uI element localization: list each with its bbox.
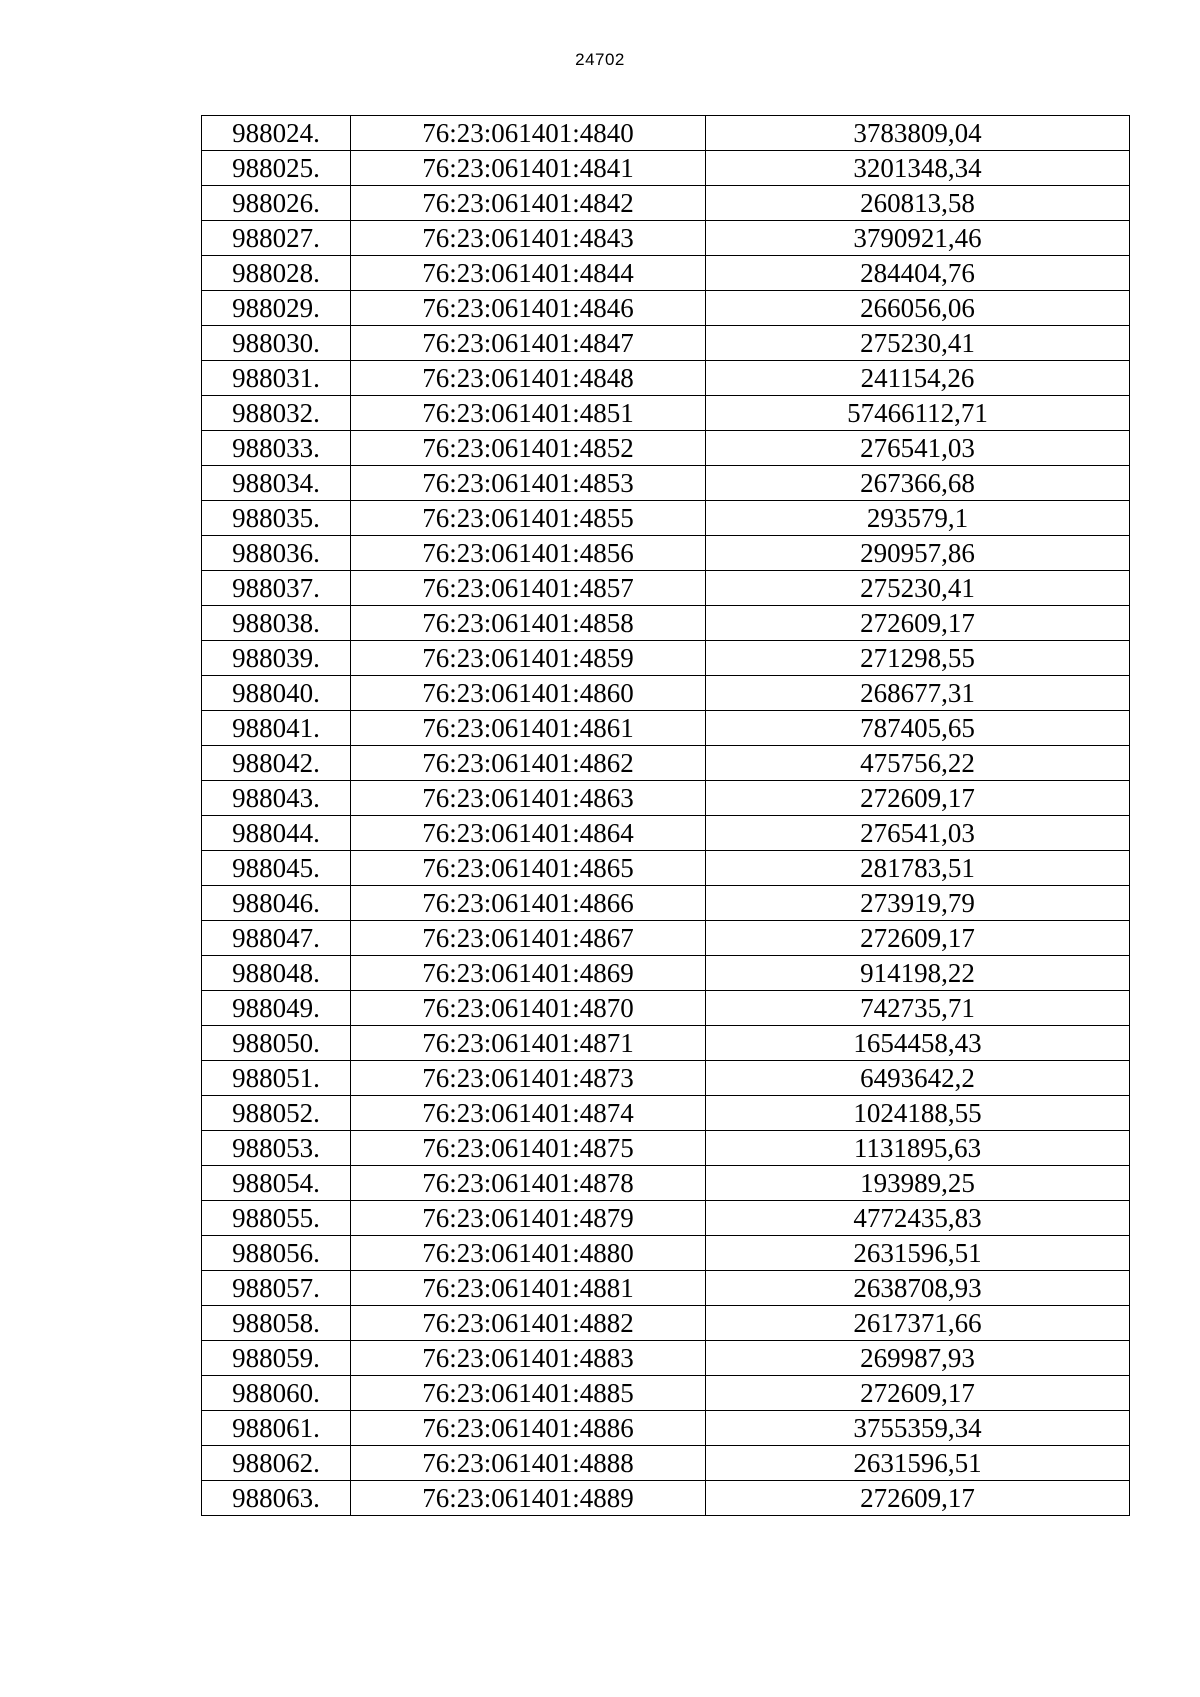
table-row	[202, 466, 1130, 501]
cadastral-number-cell: 76:23:061401:4862	[351, 746, 706, 781]
row-number-cell: 988062.	[202, 1446, 351, 1481]
table-row	[202, 1096, 1130, 1131]
cadastral-number-cell: 76:23:061401:4867	[351, 921, 706, 956]
row-number-cell: 988054.	[202, 1166, 351, 1201]
row-number-cell: 988046.	[202, 886, 351, 921]
row-number-cell: 988047.	[202, 921, 351, 956]
table-row	[202, 1341, 1130, 1376]
row-number-cell: 988063.	[202, 1481, 351, 1516]
cadastral-number-cell: 76:23:061401:4853	[351, 466, 706, 501]
page-number: 24702	[575, 50, 625, 69]
table-row	[202, 886, 1130, 921]
table-row	[202, 606, 1130, 641]
row-number-cell: 988043.	[202, 781, 351, 816]
cadastral-number-cell: 76:23:061401:4861	[351, 711, 706, 746]
cadastral-number-cell: 76:23:061401:4843	[351, 221, 706, 256]
row-number-cell: 988049.	[202, 991, 351, 1026]
value-cell: 284404,76	[706, 256, 1130, 291]
table-row	[202, 291, 1130, 326]
value-cell: 273919,79	[706, 886, 1130, 921]
row-number-cell: 988048.	[202, 956, 351, 991]
row-number-cell: 988028.	[202, 256, 351, 291]
row-number-cell: 988027.	[202, 221, 351, 256]
cadastral-number-cell: 76:23:061401:4857	[351, 571, 706, 606]
row-number-cell: 988039.	[202, 641, 351, 676]
table-row	[202, 1201, 1130, 1236]
row-number-cell: 988045.	[202, 851, 351, 886]
table-row	[202, 1481, 1130, 1516]
cadastral-number-cell: 76:23:061401:4841	[351, 151, 706, 186]
value-cell: 4772435,83	[706, 1201, 1130, 1236]
row-number-cell: 988037.	[202, 571, 351, 606]
value-cell: 260813,58	[706, 186, 1130, 221]
value-cell: 742735,71	[706, 991, 1130, 1026]
cadastral-number-cell: 76:23:061401:4863	[351, 781, 706, 816]
table-row	[202, 116, 1130, 151]
cadastral-number-cell: 76:23:061401:4844	[351, 256, 706, 291]
value-cell: 276541,03	[706, 816, 1130, 851]
row-number-cell: 988040.	[202, 676, 351, 711]
value-cell: 1024188,55	[706, 1096, 1130, 1131]
row-number-cell: 988057.	[202, 1271, 351, 1306]
cadastral-number-cell: 76:23:061401:4870	[351, 991, 706, 1026]
table-row	[202, 1131, 1130, 1166]
value-cell: 272609,17	[706, 1481, 1130, 1516]
value-cell: 57466112,71	[706, 396, 1130, 431]
row-number-cell: 988059.	[202, 1341, 351, 1376]
cadastral-number-cell: 76:23:061401:4846	[351, 291, 706, 326]
table-row	[202, 816, 1130, 851]
table-row	[202, 431, 1130, 466]
row-number-cell: 988035.	[202, 501, 351, 536]
value-cell: 1131895,63	[706, 1131, 1130, 1166]
value-cell: 266056,06	[706, 291, 1130, 326]
row-number-cell: 988051.	[202, 1061, 351, 1096]
table-row	[202, 1166, 1130, 1201]
value-cell: 2638708,93	[706, 1271, 1130, 1306]
value-cell: 475756,22	[706, 746, 1130, 781]
value-cell: 275230,41	[706, 326, 1130, 361]
table-row	[202, 536, 1130, 571]
row-number-cell: 988029.	[202, 291, 351, 326]
table-row	[202, 396, 1130, 431]
value-cell: 276541,03	[706, 431, 1130, 466]
row-number-cell: 988032.	[202, 396, 351, 431]
cadastral-number-cell: 76:23:061401:4856	[351, 536, 706, 571]
table-row	[202, 1411, 1130, 1446]
value-cell: 241154,26	[706, 361, 1130, 396]
table-row	[202, 991, 1130, 1026]
registry-table-body	[202, 116, 1130, 1516]
cadastral-number-cell: 76:23:061401:4874	[351, 1096, 706, 1131]
row-number-cell: 988050.	[202, 1026, 351, 1061]
cadastral-number-cell: 76:23:061401:4847	[351, 326, 706, 361]
row-number-cell: 988044.	[202, 816, 351, 851]
cadastral-number-cell: 76:23:061401:4875	[351, 1131, 706, 1166]
cadastral-number-cell: 76:23:061401:4888	[351, 1446, 706, 1481]
cadastral-number-cell: 76:23:061401:4889	[351, 1481, 706, 1516]
row-number-cell: 988033.	[202, 431, 351, 466]
cadastral-number-cell: 76:23:061401:4873	[351, 1061, 706, 1096]
table-row	[202, 221, 1130, 256]
value-cell: 2617371,66	[706, 1306, 1130, 1341]
cadastral-number-cell: 76:23:061401:4848	[351, 361, 706, 396]
cadastral-number-cell: 76:23:061401:4852	[351, 431, 706, 466]
table-row	[202, 501, 1130, 536]
row-number-cell: 988026.	[202, 186, 351, 221]
cadastral-number-cell: 76:23:061401:4860	[351, 676, 706, 711]
cadastral-number-cell: 76:23:061401:4882	[351, 1306, 706, 1341]
table-row	[202, 1026, 1130, 1061]
cadastral-number-cell: 76:23:061401:4859	[351, 641, 706, 676]
value-cell: 2631596,51	[706, 1446, 1130, 1481]
value-cell: 272609,17	[706, 921, 1130, 956]
table-row	[202, 1061, 1130, 1096]
row-number-cell: 988036.	[202, 536, 351, 571]
value-cell: 3755359,34	[706, 1411, 1130, 1446]
cadastral-number-cell: 76:23:061401:4878	[351, 1166, 706, 1201]
cadastral-number-cell: 76:23:061401:4842	[351, 186, 706, 221]
row-number-cell: 988024.	[202, 116, 351, 151]
cadastral-number-cell: 76:23:061401:4864	[351, 816, 706, 851]
table-row	[202, 326, 1130, 361]
row-number-cell: 988041.	[202, 711, 351, 746]
cadastral-number-cell: 76:23:061401:4885	[351, 1376, 706, 1411]
table-row	[202, 1271, 1130, 1306]
cadastral-number-cell: 76:23:061401:4865	[351, 851, 706, 886]
cadastral-number-cell: 76:23:061401:4879	[351, 1201, 706, 1236]
cadastral-number-cell: 76:23:061401:4883	[351, 1341, 706, 1376]
row-number-cell: 988031.	[202, 361, 351, 396]
cadastral-number-cell: 76:23:061401:4840	[351, 116, 706, 151]
row-number-cell: 988060.	[202, 1376, 351, 1411]
row-number-cell: 988042.	[202, 746, 351, 781]
table-row	[202, 711, 1130, 746]
table-row	[202, 256, 1130, 291]
value-cell: 2631596,51	[706, 1236, 1130, 1271]
row-number-cell: 988052.	[202, 1096, 351, 1131]
table-row	[202, 781, 1130, 816]
table-row	[202, 851, 1130, 886]
cadastral-number-cell: 76:23:061401:4851	[351, 396, 706, 431]
table-row	[202, 151, 1130, 186]
table-row	[202, 676, 1130, 711]
table-row	[202, 571, 1130, 606]
value-cell: 3790921,46	[706, 221, 1130, 256]
table-row	[202, 1236, 1130, 1271]
value-cell: 272609,17	[706, 606, 1130, 641]
value-cell: 268677,31	[706, 676, 1130, 711]
value-cell: 271298,55	[706, 641, 1130, 676]
table-row	[202, 956, 1130, 991]
value-cell: 1654458,43	[706, 1026, 1130, 1061]
value-cell: 293579,1	[706, 501, 1130, 536]
value-cell: 281783,51	[706, 851, 1130, 886]
value-cell: 272609,17	[706, 781, 1130, 816]
value-cell: 269987,93	[706, 1341, 1130, 1376]
cadastral-number-cell: 76:23:061401:4871	[351, 1026, 706, 1061]
table-row	[202, 186, 1130, 221]
table-row	[202, 921, 1130, 956]
value-cell: 3783809,04	[706, 116, 1130, 151]
row-number-cell: 988053.	[202, 1131, 351, 1166]
row-number-cell: 988034.	[202, 466, 351, 501]
value-cell: 267366,68	[706, 466, 1130, 501]
row-number-cell: 988025.	[202, 151, 351, 186]
value-cell: 787405,65	[706, 711, 1130, 746]
row-number-cell: 988055.	[202, 1201, 351, 1236]
table-row	[202, 1376, 1130, 1411]
table-row	[202, 641, 1130, 676]
value-cell: 914198,22	[706, 956, 1130, 991]
table-row	[202, 361, 1130, 396]
cadastral-number-cell: 76:23:061401:4881	[351, 1271, 706, 1306]
row-number-cell: 988061.	[202, 1411, 351, 1446]
row-number-cell: 988058.	[202, 1306, 351, 1341]
row-number-cell: 988056.	[202, 1236, 351, 1271]
value-cell: 3201348,34	[706, 151, 1130, 186]
table-row	[202, 746, 1130, 781]
cadastral-number-cell: 76:23:061401:4880	[351, 1236, 706, 1271]
value-cell: 272609,17	[706, 1376, 1130, 1411]
table-row	[202, 1306, 1130, 1341]
cadastral-number-cell: 76:23:061401:4858	[351, 606, 706, 641]
cadastral-number-cell: 76:23:061401:4866	[351, 886, 706, 921]
table-row	[202, 1446, 1130, 1481]
value-cell: 275230,41	[706, 571, 1130, 606]
row-number-cell: 988030.	[202, 326, 351, 361]
cadastral-number-cell: 76:23:061401:4855	[351, 501, 706, 536]
cadastral-number-cell: 76:23:061401:4886	[351, 1411, 706, 1446]
row-number-cell: 988038.	[202, 606, 351, 641]
registry-table	[201, 115, 1130, 1516]
cadastral-number-cell: 76:23:061401:4869	[351, 956, 706, 991]
value-cell: 193989,25	[706, 1166, 1130, 1201]
value-cell: 290957,86	[706, 536, 1130, 571]
value-cell: 6493642,2	[706, 1061, 1130, 1096]
